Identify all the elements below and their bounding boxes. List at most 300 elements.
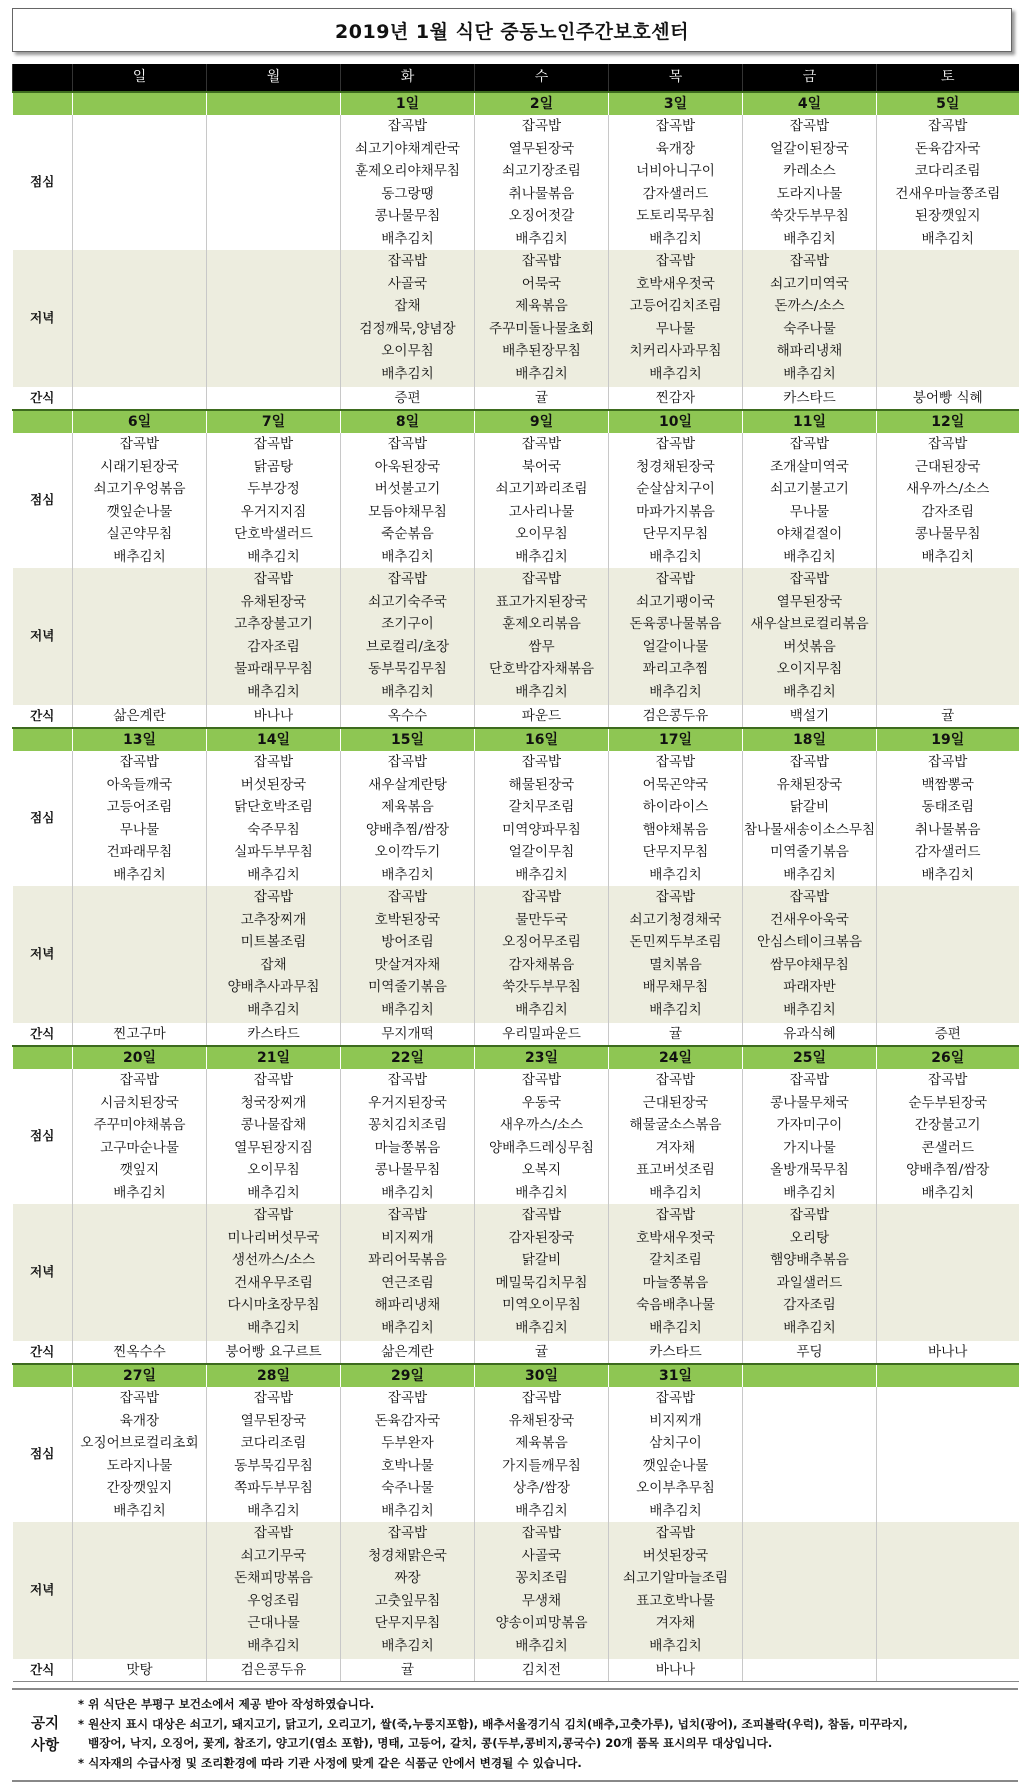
- menu-item: 우거지된장국: [368, 1094, 447, 1111]
- date-cell: 21일: [207, 1046, 341, 1069]
- dinner-cell: [877, 568, 1019, 705]
- menu-item: 배무채무침: [642, 979, 709, 995]
- menu-item: 잡곡밥: [789, 253, 830, 269]
- menu-item: 쇠고기청경채국: [629, 911, 722, 928]
- menu-item: 브로컬리/초장: [365, 638, 450, 655]
- menu-item: 잡곡밥: [521, 1207, 562, 1223]
- menu-item: 근대나물: [247, 1615, 300, 1631]
- menu-item: 얼갈이된장국: [770, 140, 849, 157]
- menu-item: 감자조림: [921, 503, 975, 520]
- menu-item: 배추김치: [515, 1637, 568, 1654]
- dinner-cell: [743, 886, 877, 1023]
- menu-item: 쑥갓두부무침: [770, 208, 849, 224]
- day-header: 금: [743, 64, 877, 92]
- menu-item: 잡곡밥: [655, 754, 696, 770]
- menu-item: 쇠고기장조림: [502, 163, 581, 179]
- dinner-cell: [609, 250, 743, 387]
- menu-item: 오이무침: [515, 526, 568, 542]
- menu-item: 배추김치: [515, 1319, 568, 1336]
- menu-item: 배추김치: [783, 866, 836, 883]
- menu-item: 근대된장국: [642, 1094, 709, 1111]
- menu-item: 배추김치: [649, 866, 702, 883]
- date-cell: 12일: [877, 410, 1019, 433]
- lunch-cell: [207, 115, 341, 250]
- menu-item: 잡곡밥: [789, 754, 830, 770]
- menu-item: 오이무침: [247, 1162, 300, 1178]
- dinner-cell: [341, 250, 475, 387]
- menu-item: 고등어조림: [106, 799, 173, 815]
- dinner-row: [13, 1522, 1019, 1659]
- menu-item: 해파리냉채: [374, 1297, 441, 1313]
- date-cell: 7일: [207, 410, 341, 433]
- menu-item: 콩나물무침: [374, 1162, 441, 1178]
- lunch-cell: [743, 115, 877, 250]
- lunch-label: 점심: [13, 433, 73, 568]
- menu-item: 잡곡밥: [253, 754, 294, 770]
- menu-item: 야채겉절이: [776, 526, 843, 542]
- dinner-cell: [207, 568, 341, 705]
- menu-table: [12, 64, 1019, 1682]
- snack-cell: 무지개떡: [341, 1023, 475, 1046]
- menu-item: 콘샐러드: [921, 1139, 975, 1156]
- snack-cell: 파운드: [475, 705, 609, 728]
- menu-item: 감자채볶음: [508, 956, 575, 973]
- menu-item: 잡곡밥: [387, 754, 428, 770]
- menu-item: 조개살미역국: [770, 458, 849, 475]
- dinner-cell: [341, 568, 475, 705]
- menu-item: 배추김치: [515, 683, 568, 700]
- menu-item: 무나물: [789, 503, 830, 520]
- menu-item: 배추김치: [649, 548, 702, 565]
- menu-item: 가지나물: [783, 1139, 836, 1156]
- menu-item: 잡곡밥: [387, 571, 428, 587]
- snack-row: [13, 387, 1019, 410]
- lunch-cell: [73, 1387, 207, 1522]
- snack-cell: 귤: [475, 387, 609, 410]
- snack-label: 간식: [13, 387, 73, 410]
- menu-item: 도라지나물: [776, 185, 843, 202]
- lunch-cell: [609, 115, 743, 250]
- menu-item: 감자된장국: [508, 1229, 575, 1246]
- menu-item: 잡곡밥: [119, 1072, 160, 1088]
- menu-item: 제육볶음: [515, 298, 568, 314]
- menu-item: 비지찌개: [381, 1229, 434, 1246]
- menu-item: 돈까스/소스: [774, 298, 845, 314]
- menu-item: 육개장: [655, 140, 696, 157]
- snack-cell: [207, 387, 341, 410]
- date-cell: 19일: [877, 728, 1019, 751]
- menu-item: 호박된장국: [374, 911, 441, 928]
- date-cell: 25일: [743, 1046, 877, 1069]
- menu-item: 새우살계란탕: [368, 776, 447, 793]
- menu-item: 오복지: [521, 1162, 562, 1178]
- dinner-cell: [475, 1522, 609, 1659]
- lunch-cell: [207, 1069, 341, 1204]
- menu-item: 두부강정: [247, 481, 300, 497]
- menu-item: 미역양파무침: [502, 821, 581, 838]
- menu-item: 배추김치: [247, 1184, 300, 1201]
- menu-item: 배추김치: [783, 1184, 836, 1201]
- menu-item: 오이지무침: [776, 661, 843, 677]
- menu-item: 잡곡밥: [521, 754, 562, 770]
- lunch-row: [13, 751, 1019, 886]
- menu-item: 고추장찌개: [240, 911, 307, 928]
- menu-item: 양배추사과무침: [227, 979, 320, 995]
- menu-item: 배추김치: [515, 1001, 568, 1018]
- snack-cell: 찐옥수수: [73, 1341, 207, 1364]
- dinner-cell: [609, 1522, 743, 1659]
- menu-item: 쇠고기불고기: [770, 481, 849, 497]
- menu-item: 잡곡밥: [253, 571, 294, 587]
- menu-item: 해물된장국: [508, 776, 575, 793]
- date-cell: 30일: [475, 1364, 609, 1387]
- menu-item: 청경채맑은국: [368, 1547, 447, 1564]
- menu-item: 짜장: [394, 1570, 421, 1586]
- menu-item: 얼갈이나물: [642, 638, 709, 655]
- dinner-cell: [877, 250, 1019, 387]
- menu-item: 배추김치: [921, 866, 975, 883]
- menu-item: 배추김치: [515, 548, 568, 565]
- lunch-cell: [207, 751, 341, 886]
- menu-item: 고추장불고기: [234, 616, 313, 632]
- menu-item: 잡곡밥: [253, 1390, 294, 1406]
- menu-item: 조기구이: [381, 616, 434, 632]
- lunch-cell: [341, 1387, 475, 1522]
- dinner-row: [13, 568, 1019, 705]
- menu-item: 잡곡밥: [119, 1390, 160, 1406]
- menu-item: 쇠고기무국: [240, 1547, 307, 1564]
- menu-item: 죽순볶음: [381, 526, 434, 542]
- menu-item: 열무된장지짐: [234, 1139, 313, 1156]
- lunch-cell: [73, 1069, 207, 1204]
- menu-item: 연근조림: [381, 1274, 434, 1291]
- dinner-cell: [475, 250, 609, 387]
- snack-cell: 붕어빵 식혜: [877, 387, 1019, 410]
- menu-item: 버섯볶음: [783, 638, 836, 655]
- menu-item: 배추김치: [649, 1184, 702, 1201]
- menu-item: 잡곡밥: [928, 436, 968, 452]
- snack-cell: 귤: [341, 1659, 475, 1682]
- menu-item: 제육볶음: [515, 1435, 568, 1451]
- menu-item: 시래기된장국: [100, 458, 179, 475]
- menu-item: 동부묵김무침: [368, 661, 447, 677]
- menu-item: 간장불고기: [914, 1117, 981, 1133]
- menu-item: 잡곡밥: [789, 118, 830, 134]
- menu-item: 배추김치: [649, 1001, 702, 1018]
- date-cell: 23일: [475, 1046, 609, 1069]
- date-cell: 15일: [341, 728, 475, 751]
- snack-cell: 붕어빵 요구르트: [207, 1341, 341, 1364]
- date-cell: 22일: [341, 1046, 475, 1069]
- menu-item: 잡곡밥: [655, 1525, 696, 1541]
- dinner-cell: [73, 1522, 207, 1659]
- menu-item: 배추김치: [381, 365, 434, 382]
- menu-item: 새우까스/소스: [906, 481, 990, 497]
- menu-item: 잡곡밥: [655, 889, 696, 905]
- snack-cell: 귤: [609, 1023, 743, 1046]
- menu-item: 해물굴소스볶음: [629, 1117, 722, 1133]
- lunch-cell: [475, 115, 609, 250]
- menu-item: 주꾸미돌나물초회: [488, 320, 595, 337]
- menu-item: 무나물: [655, 320, 696, 337]
- menu-item: 숙주나물: [381, 1480, 434, 1496]
- dinner-row: [13, 250, 1019, 387]
- date-row: [13, 410, 1019, 433]
- menu-item: 미역오이무침: [502, 1297, 581, 1313]
- menu-item: 배추김치: [247, 1319, 300, 1336]
- menu-item: 잡곡밥: [521, 1525, 562, 1541]
- menu-item: 배추김치: [113, 866, 166, 883]
- lunch-cell: [475, 1387, 609, 1522]
- menu-item: 너비아니구이: [636, 163, 715, 179]
- menu-item: 잡곡밥: [789, 889, 830, 905]
- menu-item: 깻잎순나물: [106, 503, 173, 520]
- menu-item: 아욱된장국: [374, 458, 441, 475]
- snack-cell: 유과식혜: [743, 1023, 877, 1046]
- menu-item: 순살삼치구이: [636, 481, 715, 497]
- menu-item: 배추김치: [649, 1502, 702, 1519]
- snack-cell: 찐감자: [609, 387, 743, 410]
- menu-item: 배추김치: [247, 866, 300, 883]
- menu-item: 맛살겨자채: [374, 956, 441, 973]
- menu-item: 잡곡밥: [387, 1525, 428, 1541]
- lunch-cell: [609, 751, 743, 886]
- lunch-cell: [341, 1069, 475, 1204]
- menu-item: 닭갈비: [521, 1252, 562, 1268]
- date-cell: 10일: [609, 410, 743, 433]
- date-cell: 20일: [73, 1046, 207, 1069]
- dinner-cell: [73, 250, 207, 387]
- menu-item: 모듬야채무침: [368, 503, 447, 520]
- date-cell: 3일: [609, 92, 743, 115]
- menu-item: 유채된장국: [240, 593, 307, 610]
- snack-label: 간식: [13, 1023, 73, 1046]
- menu-item: 배추김치: [783, 365, 836, 382]
- menu-item: 배추김치: [783, 1001, 836, 1018]
- snack-cell: [877, 1659, 1019, 1682]
- menu-item: 고사리나물: [508, 503, 575, 520]
- lunch-label: 점심: [13, 751, 73, 886]
- snack-row: [13, 1341, 1019, 1364]
- menu-item: 배추김치: [381, 230, 434, 247]
- menu-item: 잡곡밥: [387, 889, 428, 905]
- snack-cell: 카스타드: [609, 1341, 743, 1364]
- menu-item: 잡곡밥: [655, 253, 696, 269]
- menu-item: 제육볶음: [381, 799, 434, 815]
- menu-item: 배추김치: [247, 1001, 300, 1018]
- menu-item: 가지들깨무침: [502, 1457, 581, 1474]
- menu-item: 마늘쫑볶음: [374, 1139, 441, 1156]
- menu-item: 동그랑땡: [381, 185, 434, 202]
- menu-item: 쇠고기미역국: [770, 275, 849, 292]
- menu-item: 호박새우젓국: [636, 275, 715, 292]
- menu-item: 콩나물잡채: [240, 1117, 307, 1133]
- menu-item: 실곤약무침: [106, 526, 173, 542]
- snack-cell: 백설기: [743, 705, 877, 728]
- menu-item: 상추/쌈장: [512, 1480, 571, 1496]
- menu-item: 배추김치: [515, 1184, 568, 1201]
- menu-item: 잡곡밥: [253, 1525, 294, 1541]
- date-row-corner: [13, 410, 73, 433]
- date-row-corner: [13, 728, 73, 751]
- menu-item: 잡곡밥: [655, 571, 696, 587]
- menu-item: 쌈무: [528, 638, 555, 655]
- menu-item: 새우살브로컬리볶음: [750, 616, 869, 632]
- menu-item: 어묵곤약국: [642, 776, 709, 793]
- snack-cell: 바나나: [207, 705, 341, 728]
- menu-item: 표고가지된장국: [495, 593, 588, 610]
- menu-item: 버섯된장국: [642, 1547, 709, 1564]
- date-cell: 17일: [609, 728, 743, 751]
- date-cell: [207, 92, 341, 115]
- menu-item: 된장깻잎지: [914, 208, 981, 224]
- lunch-row: [13, 1069, 1019, 1204]
- menu-item: 유채된장국: [776, 776, 843, 793]
- menu-item: 쇠고기숙주국: [368, 593, 447, 610]
- menu-item: 다시마초장무침: [227, 1297, 320, 1313]
- snack-cell: 증편: [341, 387, 475, 410]
- menu-item: 단무지무침: [374, 1615, 441, 1631]
- menu-item: 콩나물무침: [374, 208, 441, 224]
- menu-item: 잡곡밥: [655, 118, 696, 134]
- menu-item: 쇠고기알마늘조림: [622, 1570, 729, 1586]
- day-header: 월: [207, 64, 341, 92]
- lunch-row: [13, 115, 1019, 250]
- lunch-cell: [475, 433, 609, 568]
- lunch-cell: [609, 433, 743, 568]
- dinner-row: [13, 886, 1019, 1023]
- date-cell: 14일: [207, 728, 341, 751]
- dinner-cell: [475, 886, 609, 1023]
- menu-item: 잡곡밥: [253, 1072, 294, 1088]
- menu-item: 돈민찌두부조림: [629, 934, 722, 950]
- menu-item: 갈치조림: [649, 1252, 702, 1268]
- snack-cell: 귤: [877, 705, 1019, 728]
- date-cell: 1일: [341, 92, 475, 115]
- menu-item: 방어조림: [381, 934, 434, 950]
- snack-cell: 찐고구마: [73, 1023, 207, 1046]
- menu-item: 건새우무조림: [234, 1274, 313, 1291]
- menu-item: 주꾸미야채볶음: [93, 1117, 186, 1133]
- snack-cell: [743, 1659, 877, 1682]
- menu-item: 양송이피망볶음: [495, 1615, 588, 1631]
- menu-item: 오이무침: [381, 343, 434, 359]
- menu-item: 단호박감자채볶음: [488, 661, 595, 677]
- snack-cell: 푸딩: [743, 1341, 877, 1364]
- menu-item: 배추김치: [381, 1502, 434, 1519]
- dinner-cell: [475, 1204, 609, 1341]
- menu-item: 배추김치: [247, 548, 300, 565]
- menu-item: 잡곡밥: [387, 436, 428, 452]
- menu-item: 단무지무침: [642, 844, 709, 860]
- snack-cell: 귤: [475, 1341, 609, 1364]
- date-cell: 16일: [475, 728, 609, 751]
- menu-item: 파래자반: [783, 979, 836, 995]
- menu-item: 과일샐러드: [776, 1274, 843, 1291]
- lunch-cell: [207, 1387, 341, 1522]
- menu-item: 배추김치: [649, 1637, 702, 1654]
- dinner-label: 저녁: [13, 886, 73, 1023]
- menu-item: 우거지지짐: [240, 503, 307, 520]
- menu-item: 배추김치: [381, 1637, 434, 1654]
- date-cell: 9일: [475, 410, 609, 433]
- menu-item: 코다리조림: [914, 163, 981, 179]
- date-cell: 2일: [475, 92, 609, 115]
- menu-item: 콩나물무채국: [770, 1094, 849, 1111]
- date-cell: 18일: [743, 728, 877, 751]
- menu-item: 잡곡밥: [119, 436, 160, 452]
- menu-item: 잡곡밥: [253, 1207, 294, 1223]
- snack-cell: 맛탕: [73, 1659, 207, 1682]
- menu-item: 무생채: [521, 1592, 562, 1609]
- menu-item: 배추김치: [381, 1001, 434, 1018]
- notice-line: * 원산지 표시 대상은 쇠고기, 돼지고기, 닭고기, 오리고기, 쌀(죽,누룽지포함), 배추서울경기식 김치(배추,고춧가루), 넙치(광어), 조피볼락(우럭), 참돔, 미꾸라지,: [78, 1716, 908, 1731]
- menu-item: 호박나물: [381, 1457, 434, 1474]
- menu-item: 배추김치: [783, 230, 836, 247]
- menu-item: 숙주무침: [247, 821, 300, 838]
- menu-item: 표고호박나물: [636, 1592, 715, 1609]
- date-cell: 24일: [609, 1046, 743, 1069]
- dinner-cell: [73, 1204, 207, 1341]
- snack-cell: 바나나: [609, 1659, 743, 1682]
- menu-item: 숙주나물: [783, 320, 836, 337]
- menu-item: 잡곡밥: [521, 1390, 562, 1406]
- date-cell: 29일: [341, 1364, 475, 1387]
- menu-item: 배추김치: [381, 548, 434, 565]
- snack-cell: 검은콩두유: [609, 705, 743, 728]
- menu-item: 잡곡밥: [387, 1390, 428, 1406]
- date-cell: 28일: [207, 1364, 341, 1387]
- lunch-cell: [341, 433, 475, 568]
- menu-item: 쌈무야채무침: [770, 956, 849, 973]
- lunch-cell: [475, 1069, 609, 1204]
- menu-item: 잡곡밥: [789, 1072, 830, 1088]
- menu-item: 안심스테이크볶음: [756, 934, 863, 950]
- menu-item: 코다리조림: [240, 1435, 307, 1451]
- date-cell: 8일: [341, 410, 475, 433]
- lunch-row: [13, 433, 1019, 568]
- menu-item: 배추된장무침: [502, 343, 581, 359]
- menu-item: 꽈리고추찜: [642, 661, 709, 677]
- menu-item: 배추김치: [381, 1184, 434, 1201]
- notice-line: * 식자재의 수급사정 및 조리환경에 따라 기관 사정에 맞게 같은 식품군 안에서 변경될 수 있습니다.: [78, 1755, 582, 1770]
- menu-item: 생선까스/소스: [231, 1252, 316, 1268]
- menu-item: 쇠고기야채계란국: [354, 140, 461, 157]
- menu-item: 도라지나물: [106, 1457, 173, 1474]
- menu-item: 열무된장국: [508, 140, 575, 157]
- lunch-cell: [609, 1069, 743, 1204]
- day-header-corner: [13, 64, 73, 92]
- date-row: [13, 1046, 1019, 1069]
- lunch-cell: [743, 433, 877, 568]
- day-header: 수: [475, 64, 609, 92]
- menu-item: 동부묵김무침: [234, 1457, 313, 1474]
- dinner-label: 저녁: [13, 250, 73, 387]
- notice-body: [78, 1690, 1018, 1780]
- menu-item: 잡곡밥: [789, 571, 830, 587]
- menu-item: 어묵국: [521, 275, 562, 292]
- menu-item: 잡곡밥: [521, 118, 562, 134]
- menu-item: 오징어젓갈: [508, 208, 575, 224]
- day-header: 일: [73, 64, 207, 92]
- lunch-cell: [341, 751, 475, 886]
- menu-item: 동태조림: [921, 799, 975, 815]
- menu-item: 호박새우젓국: [636, 1229, 715, 1246]
- menu-item: 감자샐러드: [642, 185, 709, 202]
- notice-section: [12, 1688, 1018, 1782]
- dinner-cell: [609, 568, 743, 705]
- menu-item: 단호박샐러드: [234, 526, 313, 542]
